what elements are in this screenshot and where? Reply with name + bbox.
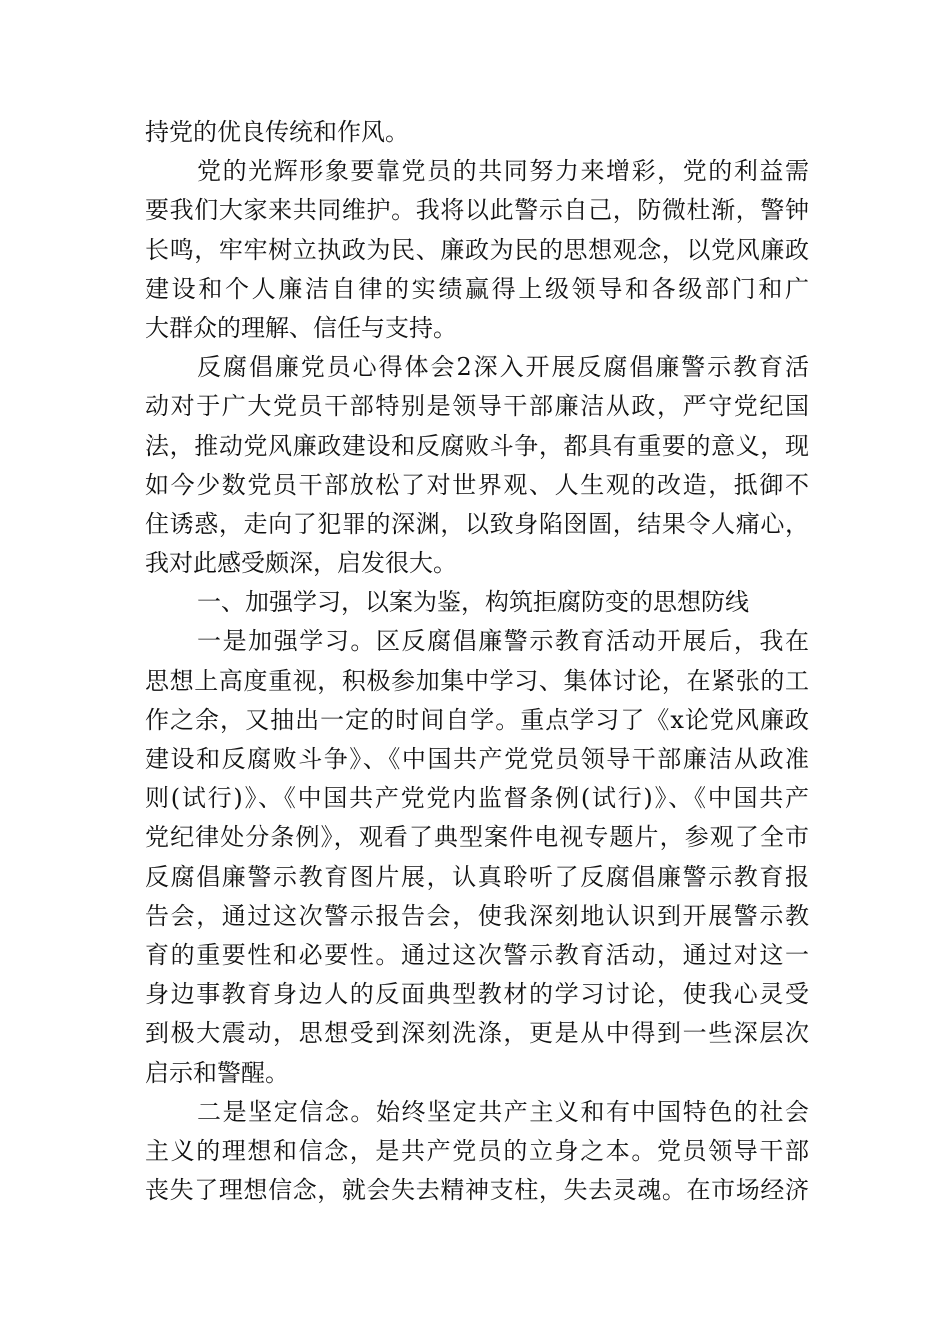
text-line: 要我们大家来共同维护。我将以此警示自己，防微杜渐，警钟 [145, 196, 809, 225]
text-line: 大群众的理解、信任与支持。 [145, 313, 457, 342]
text-line: 党纪律处分条例》，观看了典型案件电视专题片，参观了全市 [145, 823, 809, 852]
text-line: 到极大震动，思想受到深刻洗涤，更是从中得到一些深层次 [145, 1019, 809, 1048]
text-line: 如今少数党员干部放松了对世界观、人生观的改造，抵御不 [145, 470, 809, 499]
text-line: 一是加强学习。区反腐倡廉警示教育活动开展后，我在 [197, 627, 809, 656]
text-line: 法，推动党风廉政建设和反腐败斗争，都具有重要的意义，现 [145, 431, 809, 460]
text-line: 建设和个人廉洁自律的实绩赢得上级领导和各级部门和广 [145, 274, 809, 303]
text-line: 动对于广大党员干部特别是领导干部廉洁从政，严守党纪国 [145, 392, 809, 421]
text-line: 长鸣，牢牢树立执政为民、廉政为民的思想观念，以党风廉政 [145, 235, 809, 264]
text-line: 告会，通过这次警示报告会，使我深刻地认识到开展警示教 [145, 901, 809, 930]
text-line: 则(试行)》、《中国共产党党内监督条例(试行)》、《中国共产 [145, 784, 809, 813]
text-line: 二是坚定信念。始终坚定共产主义和有中国特色的社会 [197, 1097, 809, 1126]
text-line: 一、加强学习，以案为鉴，构筑拒腐防变的思想防线 [197, 588, 749, 617]
text-line: 主义的理想和信念，是共产党员的立身之本。党员领导干部 [145, 1136, 809, 1165]
text-line: 思想上高度重视，积极参加集中学习、集体讨论，在紧张的工 [145, 666, 809, 695]
text-line: 启示和警醒。 [145, 1058, 289, 1087]
text-line: 建设和反腐败斗争》、《中国共产党党员领导干部廉洁从政准 [145, 745, 809, 773]
text-line: 反腐倡廉警示教育图片展，认真聆听了反腐倡廉警示教育报 [145, 862, 809, 891]
text-line: 丧失了理想信念，就会失去精神支柱，失去灵魂。在市场经济 [145, 1176, 809, 1205]
text-line: 反腐倡廉党员心得体会2深入开展反腐倡廉警示教育活 [197, 353, 809, 382]
document-body-text [145, 113, 809, 1210]
text-line: 育的重要性和必要性。通过这次警示教育活动，通过对这一 [145, 940, 809, 969]
text-line: 党的光辉形象要靠党员的共同努力来增彩，党的利益需 [197, 157, 809, 186]
text-line: 住诱惑，走向了犯罪的深渊，以致身陷囹圄，结果令人痛心， [145, 509, 809, 538]
text-line: 作之余，又抽出一定的时间自学。重点学习了《x论党风廉政 [145, 705, 809, 734]
text-line: 持党的优良传统和作风。 [145, 118, 409, 146]
text-line: 我对此感受颇深，启发很大。 [145, 549, 457, 578]
text-line: 身边事教育身边人的反面典型教材的学习讨论，使我心灵受 [145, 980, 809, 1009]
